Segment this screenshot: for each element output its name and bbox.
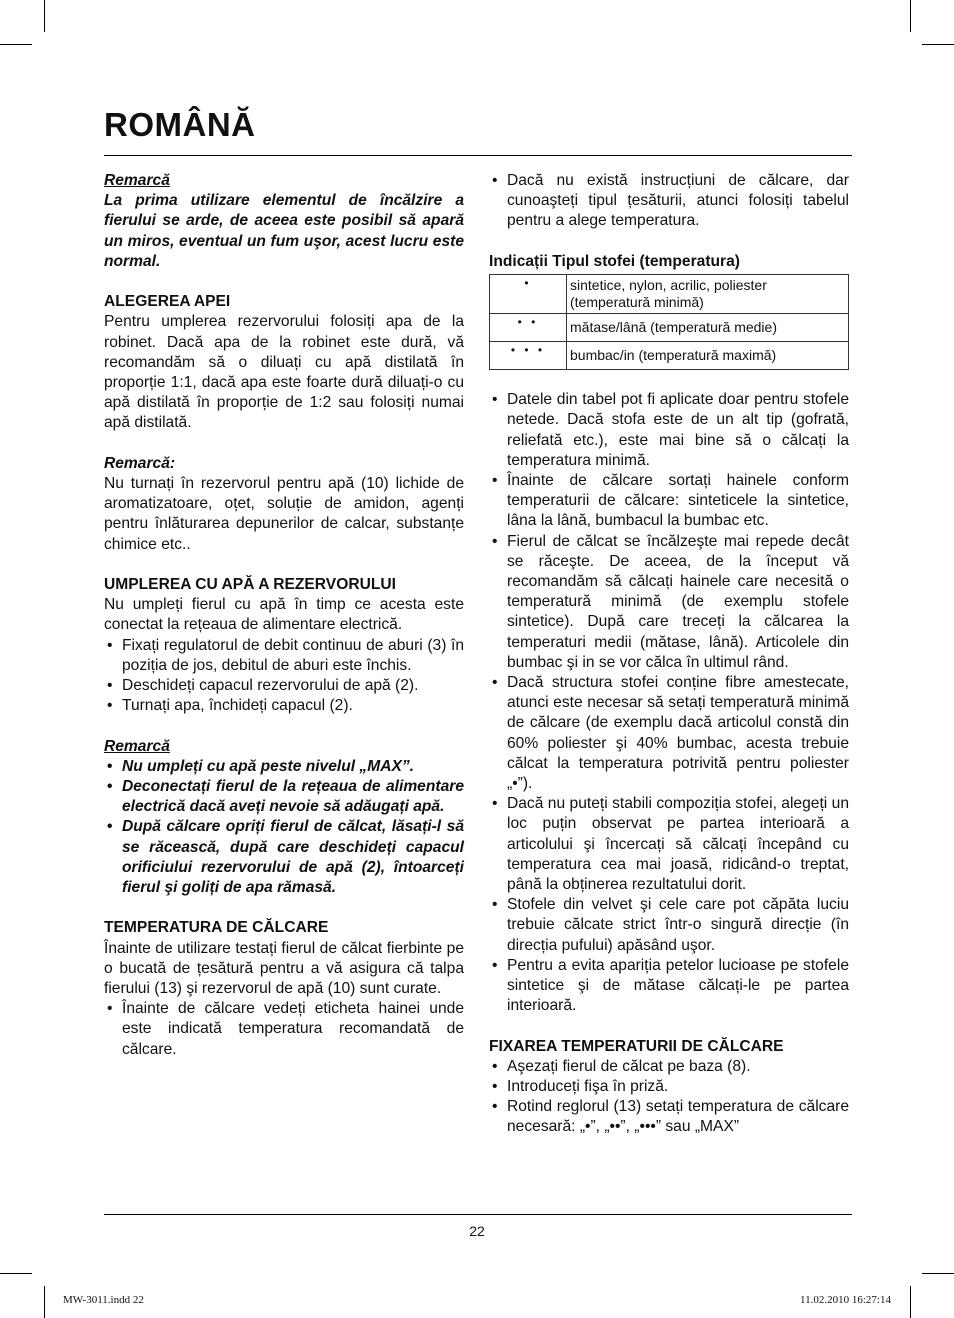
list-item: • Introduceți fişa în priză. xyxy=(489,1077,849,1097)
temperature-symbol: • • • xyxy=(490,342,567,370)
list-item: • Datele din tabel pot fi aplicate doar pentru stofele netede. Dacă stofa este de un alt tip (gofrată, reliefată etc.), este mai bine să o călcați la temperatura minimă. xyxy=(489,390,849,471)
list-item: • Pentru a evita apariția petelor lucioase pe stofele sintetice şi de mătase călcați-le pe partea interioară. xyxy=(489,956,849,1017)
note-text: La prima utilizare elementul de încălzire a fierului se arde, de aceea este posibil să apară un miros, eventual un fum uşor, acest lucru este normal. xyxy=(104,192,464,270)
list-item: • Fierul de călcat se încălzeşte mai repede decât se răceşte. De aceea, de la început vă recomandăm să călcați hainele care necesită o temperatură minimă (de exemplu stofele sintetice). După care treceți la călcarea la temperaturi medii (mătase, lână). Articolele din bumbac şi in se vor călca în ultimul rând. xyxy=(489,532,849,673)
list-item: • Fixați regulatorul de debit continuu de aburi (3) în poziția de jos, debitul de aburi este închis. xyxy=(104,636,464,676)
print-slug-file: MW-3011.indd 22 xyxy=(63,1294,144,1306)
crop-mark xyxy=(922,44,954,45)
right-column xyxy=(489,171,849,1138)
list-item: • Turnați apa, închideți capacul (2). xyxy=(104,696,464,716)
list-item: • Deschideți capacul rezervorului de apă (2). xyxy=(104,676,464,696)
crop-mark xyxy=(44,1286,45,1318)
fill-paragraph: Nu umpleți fierul cu apă în timp ce acesta este conectat la rețeaua de alimentare electrică. xyxy=(104,596,464,634)
list-item: • Rotind reglorul (13) setați temperatura de călcare necesară: „•”, „••”, „•••” sau „MAX” xyxy=(489,1097,849,1137)
section-heading-fix-temperature: FIXAREA TEMPERATURII DE CĂLCARE xyxy=(489,1037,784,1055)
list-item: • După călcare opriți fierul de călcat, lăsați-l să se răcească, după care deschideți capacul orificiului rezervorului de apă (2), întoarceți fierul şi goliți de apa rămasă. xyxy=(104,817,464,898)
temperature-paragraph: Înainte de utilizare testați fierul de călcat fierbinte pe o bucată de țesătură pentru a vă asigura că talpa fierului (13) şi rezervorul de apă (10) sunt curate. xyxy=(104,939,464,998)
table-row xyxy=(490,275,849,314)
left-column xyxy=(104,171,464,1060)
list-item: • Înainte de călcare sortați hainele conform temperaturii de călcare: sinteticele la sintetice, lâna la lână, bumbacul la bumbac etc. xyxy=(489,471,849,532)
crop-mark xyxy=(0,44,32,45)
list-item: • Deconectați fierul de la rețeaua de alimentare electrică dacă aveți nevoie să adăugați apă. xyxy=(104,777,464,817)
page-title: ROMÂNĂ xyxy=(104,106,256,143)
page-number: 22 xyxy=(469,1223,485,1239)
note-label: Remarcă xyxy=(104,172,170,189)
note-text: Nu turnați în rezervorul pentru apă (10) lichide de aromatizatoare, oțet, soluție de amidon, agenți pentru înlăturarea depunerilor de calcar, substanțe chimice etc.. xyxy=(104,475,464,553)
table-row xyxy=(490,342,849,370)
fabric-description: bumbac/in (temperatură maximă) xyxy=(567,342,849,370)
header-rule xyxy=(104,155,852,156)
fabric-description: sintetice, nylon, acrilic, poliester (temperatură minimă) xyxy=(567,275,849,314)
crop-mark xyxy=(910,1286,911,1318)
list-item: • Nu umpleți cu apă peste nivelul „MAX”. xyxy=(104,757,464,777)
table-row xyxy=(490,314,849,342)
footer-rule xyxy=(104,1214,852,1215)
list-item: • Dacă nu există instrucțiuni de călcare, dar cunoaşteți tipul țesăturii, atunci folosiți tabelul pentru a alege temperatura. xyxy=(489,171,849,232)
crop-mark xyxy=(44,0,45,32)
temperature-symbol: • xyxy=(490,275,567,314)
crop-mark xyxy=(0,1273,32,1274)
crop-mark xyxy=(922,1273,954,1274)
list-item: • Stofele din velvet şi cele care pot căpăta luciu trebuie călcate strict într-o singură direcție (în direcția pufului) apăsând uşor. xyxy=(489,895,849,956)
list-item: • Dacă nu puteți stabili compoziția stofei, alegeți un loc puțin observat pe partea interioară a articolului şi încercați să călcați începând cu temperatura cea mai joasă, ridicând-o treptat, până la obținerea rezultatului dorit. xyxy=(489,794,849,895)
list-item: • Înainte de călcare vedeți eticheta hainei unde este indicată temperatura recomandată de călcare. xyxy=(104,999,464,1060)
list-item: • Aşezați fierul de călcat pe baza (8). xyxy=(489,1057,849,1077)
fabric-description: mătase/lână (temperatură medie) xyxy=(567,314,849,342)
note-label: Remarcă xyxy=(104,737,170,755)
print-slug-date: 11.02.2010 16:27:14 xyxy=(800,1294,891,1306)
temperature-symbol: • • xyxy=(490,314,567,342)
section-heading-fill: UMPLEREA CU APĂ A REZERVORULUI xyxy=(104,576,396,594)
note-label: Remarcă: xyxy=(104,454,176,472)
water-paragraph: Pentru umplerea rezervorului folosiți apa de la robinet. Dacă apa de la robinet este dură, vă recomandăm să o diluați cu apă distilată în proporție 1:1, dacă apa este foarte dură diluați-o cu apă distilată în proporție de 1:2 sau folosiți numai apă distilată. xyxy=(104,313,464,432)
list-item: • Dacă structura stofei conține fibre amestecate, atunci este necesar să setați temperatură minimă de călcare (de exemplu dacă articolul constă din 60% poliester şi 40% bumbac, acesta trebuie călcat la temperatura potrivită pentru poliester „•”). xyxy=(489,673,849,794)
temperature-table xyxy=(489,274,849,370)
crop-mark xyxy=(910,0,911,32)
table-heading: Indicații Tipul stofei (temperatura) xyxy=(489,252,740,270)
section-heading-temperature: TEMPERATURA DE CĂLCARE xyxy=(104,919,329,937)
section-heading-water: ALEGEREA APEI xyxy=(104,293,231,311)
